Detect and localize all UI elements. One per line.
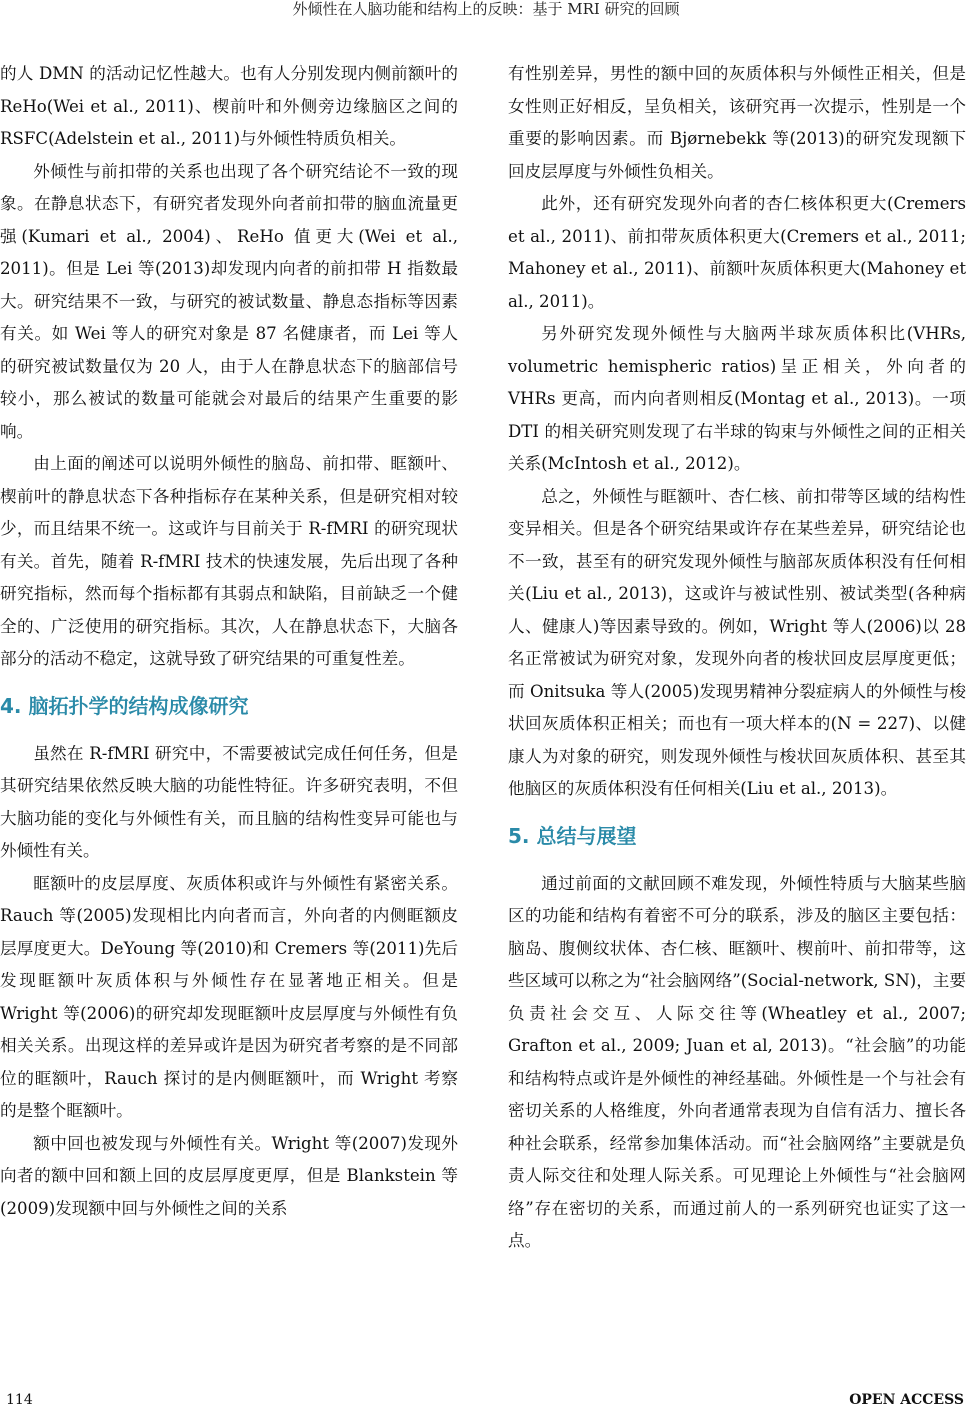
running-title: 外倾性在人脑功能和结构上的反映：基于 MRI 研究的回顾 [292, 0, 680, 18]
paragraph: 此外，还有研究发现外向者的杏仁核体积更大(Cremers et al., 2011)、前扣带灰质体积更大(Cremers et al., 2011; Mahoney et al., 2011)、前额叶灰质体积更大(Mahoney et al., 2011)。 [508, 194, 966, 311]
paragraph: 由上面的阐述可以说明外倾性的脑岛、前扣带、眶额叶、楔前叶的静息状态下各种指标存在某种关系，但是研究相对较少，而且结果不统一。这或许与目前关于 R-fMRI 的研究现状有关。首先，随着 R-fMRI 技术的快速发展，先后出现了各种研究指标，然而每个指标都有其弱点和缺陷，目前缺乏一个健全的、广泛使用的研究指标。其次，人在静息状态下，大脑各部分的活动不稳定，这就导致了研究结果的可重复性差。 [0, 454, 458, 668]
paragraph: 有性别差异，男性的额中回的灰质体积与外倾性正相关，但是女性则正好相反，呈负相关，该研究再一次提示，性别是一个重要的影响因素。而 Bjørnebekk 等(2013)的研究发现额下回皮层厚度与外倾性负相关。 [508, 64, 966, 181]
page-number: 114 [6, 1392, 33, 1408]
running-header [0, 0, 972, 30]
paragraph: 额中回也被发现与外倾性有关。Wright 等(2007)发现外向者的额中回和额上回的皮层厚度更厚，但是 Blankstein 等(2009)发现额中回与外倾性之间的关系 [0, 1133, 458, 1218]
paragraph: 外倾性与前扣带的关系也出现了各个研究结论不一致的现象。在静息状态下，有研究者发现外向者前扣带的脑血流量更强(Kumari et al., 2004)、ReHo 值更大(Wei et al., 2011)。但是 Lei 等(2013)却发现内向者的前扣带 H 指数最大。研究结果不一致，与研究的被试数量、静息态指标等因素有关。如 Wei 等人的研究对象是 87 名健康者，而 Lei 等人的研究被试数量仅为 20 人，由于人在静息状态下的脑部信号较小，那么被试的数量可能就会对最后的结果产生重要的影响。 [0, 161, 458, 441]
paragraph: 眶额叶的皮层厚度、灰质体积或许与外倾性有紧密关系。Rauch 等(2005)发现相比内向者而言，外向者的内侧眶额皮层厚度更大。DeYoung 等(2010)和 Cremers 等(2011)先后发现眶额叶灰质体积与外倾性存在显著地正相关。但是 Wright 等(2006)的研究却发现眶额叶皮层厚度与外倾性有负相关关系。出现这样的差异或许是因为研究者考察的是不同部位的眶额叶，Rauch 探讨的是内侧眶额叶，而 Wright 考察的是整个眶额叶。 [0, 873, 458, 1120]
paragraph: 的人 DMN 的活动记忆性越大。也有人分别发现内侧前额叶的 ReHo(Wei et al., 2011)、楔前叶和外侧旁边缘脑区之间的 RSFC(Adelstein et al., 2011)与外倾性特质负相关。 [0, 64, 458, 148]
section-heading-5: 5. 总结与展望 [508, 823, 637, 848]
left-column [0, 58, 458, 1225]
paragraph: 总之，外倾性与眶额叶、杏仁核、前扣带等区域的结构性变异相关。但是各个研究结果或许存在某些差异，研究结论也不一致，甚至有的研究发现外倾性与脑部灰质体积没有任何相关(Liu et al., 2013)，这或许与被试性别、被试类型(各种病人、健康人)等因素导致的。例如，Wright 等人(2006)以 28 名正常被试为研究对象，发现外向者的梭状回皮层厚度更低；而 Onitsuka 等人(2005)发现男精神分裂症病人的外倾性与梭状回灰质体积正相关；而也有一项大样本的(N = 227)、以健康人为对象的研究，则发现外倾性与梭状回灰质体积、甚至其他脑区的灰质体积没有任何相关(Liu et al., 2013)。 [508, 486, 966, 798]
right-column [508, 58, 966, 1258]
paragraph: 通过前面的文献回顾不难发现，外倾性特质与大脑某些脑区的功能和结构有着密不可分的联系，涉及的脑区主要包括：脑岛、腹侧纹状体、杏仁核、眶额叶、楔前叶、前扣带等，这些区域可以称之为“社会脑网络”(Social-network, SN)，主要负责社会交互、人际交往等(Wheatley et al., 2007; Grafton et al., 2009; Juan et al, 2013)。“社会脑”的功能和结构特点或许是外倾性的神经基础。外倾性是一个与社会有密切关系的人格维度，外向者通常表现为自信有活力、擅长各种社会联系，经常参加集体活动。而“社会脑网络”主要就是负责人际交往和处理人际关系。可见理论上外倾性与“社会脑网络”存在密切的关系，而通过前人的一系列研究也证实了这一点。 [508, 873, 966, 1250]
open-access-label: OPEN ACCESS [849, 1392, 964, 1408]
paragraph: 虽然在 R-fMRI 研究中，不需要被试完成任何任务，但是其研究结果依然反映大脑的功能性特征。许多研究表明，不但大脑功能的变化与外倾性有关，而且脑的结构性变异可能也与外倾性有关。 [0, 743, 458, 860]
paragraph: 另外研究发现外倾性与大脑两半球灰质体积比(VHRs, volumetric hemispheric ratios)呈正相关，外向者的 VHRs 更高，而内向者则相反(Montag et al., 2013)。一项 DTI 的相关研究则发现了右半球的钩束与外倾性之间的正相关关系(McIntosh et al., 2012)。 [508, 324, 966, 473]
section-heading-4: 4. 脑拓扑学的结构成像研究 [0, 693, 249, 718]
